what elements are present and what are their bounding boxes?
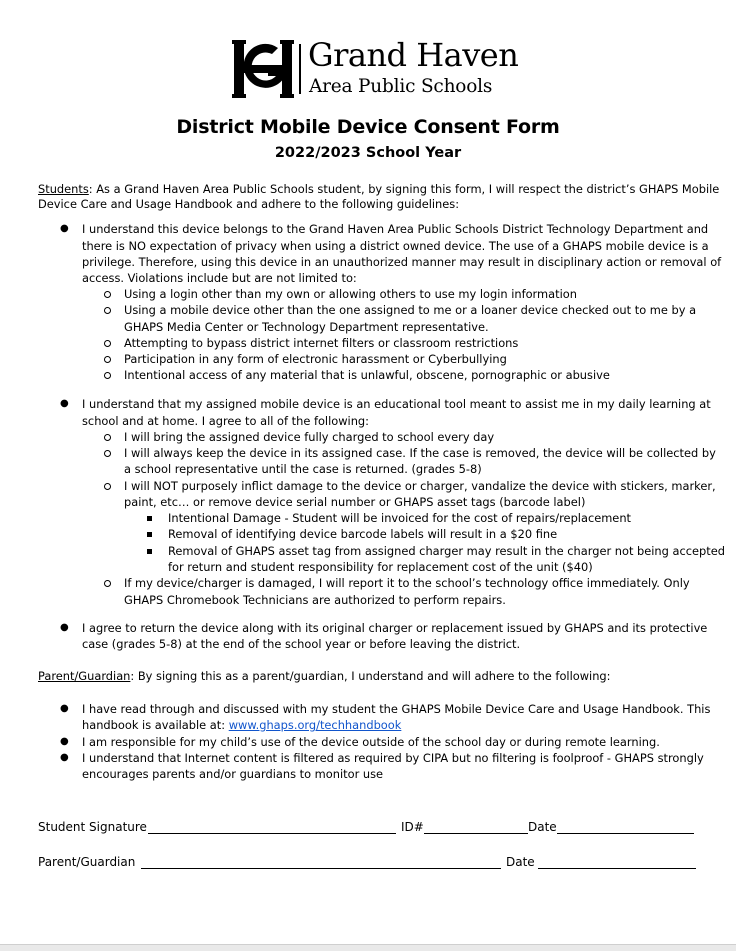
bullet-icon: ● [60,703,69,714]
logo-name: Grand Haven [308,36,519,74]
parent-date-label: Date [506,855,535,869]
district-logo [232,36,519,100]
agreement-item: If my device/charger is damaged, I will report it to the school’s technology office immediately. Only [124,576,690,590]
student-bullet3-line: I agree to return the device along with its original charger or replacement issued by GHAPS and its protective [82,621,708,635]
bullet-icon: ● [60,752,69,763]
parent-bullet3-line2: encourages parents and/or guardians to monitor use [82,767,384,781]
parent-bullet3-line: I understand that Internet content is filtered as required by CIPA but no filtering is foolproof - GHAPS strongly [82,751,704,765]
students-intro-line2: Device Care and Usage Handbook and adhere to the following guidelines: [38,197,460,211]
circle-bullet-icon [104,291,111,298]
square-bullet-icon [147,532,152,537]
student-signature-label: Student Signature [38,820,147,834]
parent-date-field[interactable] [538,868,696,869]
student-bullet3-line: case (grades 5-8) at the end of the school year or before leaving the district. [82,637,521,651]
form-title: District Mobile Device Consent Form [176,116,560,138]
parent-label: Parent/Guardian [38,669,131,683]
agreement-item-cont: GHAPS Chromebook Technicians are authorized to perform repairs. [124,593,506,607]
student-bullet1-line: there is NO expectation of privacy when using a district owned device. The use of a GHAPS mobile device is a [82,239,709,253]
parent-intro: Parent/Guardian: By signing this as a parent/guardian, I understand and will adhere to the following: [38,669,611,683]
circle-bullet-icon [104,450,111,457]
agreement-item-cont: a school representative until the case is returned. (grades 5-8) [124,462,482,476]
agreement-item: I will NOT purposely inflict damage to the device or charger, vandalize the device with stickers, marker, [124,479,716,493]
student-bullet1-line: I understand this device belongs to the Grand Haven Area Public Schools District Technology Department and [82,222,709,236]
agreement-item-cont: paint, etc… or remove device serial number or GHAPS asset tags (barcode label) [124,495,586,509]
parent-bullet2-line: I am responsible for my child’s use of the device outside of the school day or during remote learning. [82,735,660,749]
violation-item-cont: GHAPS Media Center or Technology Department representative. [124,320,489,334]
circle-bullet-icon [104,340,111,347]
damage-item: Removal of GHAPS asset tag from assigned charger may result in the charger not being accepted [168,544,725,558]
violation-item: Attempting to bypass district internet filters or classroom restrictions [124,336,519,350]
circle-bullet-icon [104,372,111,379]
student-bullet1-line: privilege. Therefore, using this device in an unauthorized manner may result in disciplinary action or removal of [82,255,722,269]
agreement-item: I will bring the assigned device fully charged to school every day [124,430,495,444]
students-intro: Students: As a Grand Haven Area Public Schools student, by signing this form, I will respect the district’s GHAPS Mobile [38,182,720,196]
square-bullet-icon [147,549,152,554]
bullet-icon: ● [60,398,69,409]
students-label: Students [38,182,89,196]
student-signature-field[interactable] [148,833,396,834]
bullet-icon: ● [60,622,69,633]
violation-item: Participation in any form of electronic harassment or Cyberbullying [124,352,507,366]
circle-bullet-icon [104,356,111,363]
bullet-icon: ● [60,223,69,234]
logo-subname: Area Public Schools [309,76,493,97]
damage-item: Removal of identifying device barcode labels will result in a $20 fine [168,527,558,541]
circle-bullet-icon [104,483,111,490]
parent-bullet1-line2: handbook is available at: www.ghaps.org/techhandbook [82,718,402,732]
id-label: ID# [401,820,424,834]
handbook-link[interactable]: www.ghaps.org/techhandbook [228,718,402,732]
violation-item: Using a login other than my own or allowing others to use my login information [124,287,577,301]
circle-bullet-icon [104,307,111,314]
ghaps-monogram-icon [232,38,294,100]
student-bullet2-line: I understand that my assigned mobile device is an educational tool meant to assist me in my daily learning at [82,397,711,411]
bullet-icon: ● [60,736,69,747]
parent-signature-label: Parent/Guardian [38,855,136,869]
circle-bullet-icon [104,434,111,441]
logo-divider [299,44,301,94]
student-date-field[interactable] [557,833,694,834]
square-bullet-icon [147,516,152,521]
circle-bullet-icon [104,580,111,587]
agreement-item: I will always keep the device in its assigned case. If the case is removed, the device will be collected by [124,446,716,460]
student-bullet2-line: school and at home. I agree to all of the following: [82,414,369,428]
parent-signature-field[interactable] [141,868,501,869]
violation-item: Using a mobile device other than the one assigned to me or a loaner device checked out to me by a [124,303,697,317]
form-subtitle: 2022/2023 School Year [274,145,462,161]
damage-item-cont: for return and student responsibility for replacement cost of the unit ($40) [168,560,593,574]
id-field[interactable] [424,833,528,834]
student-bullet1-line: access. Violations include but are not limited to: [82,271,357,285]
parent-bullet1-line: I have read through and discussed with my student the GHAPS Mobile Device Care and Usage Handbook. This [82,702,711,716]
damage-item: Intentional Damage - Student will be invoiced for the cost of repairs/replacement [168,511,631,525]
student-date-label: Date [528,820,557,834]
violation-item: Intentional access of any material that is unlawful, obscene, pornographic or abusive [124,368,610,382]
